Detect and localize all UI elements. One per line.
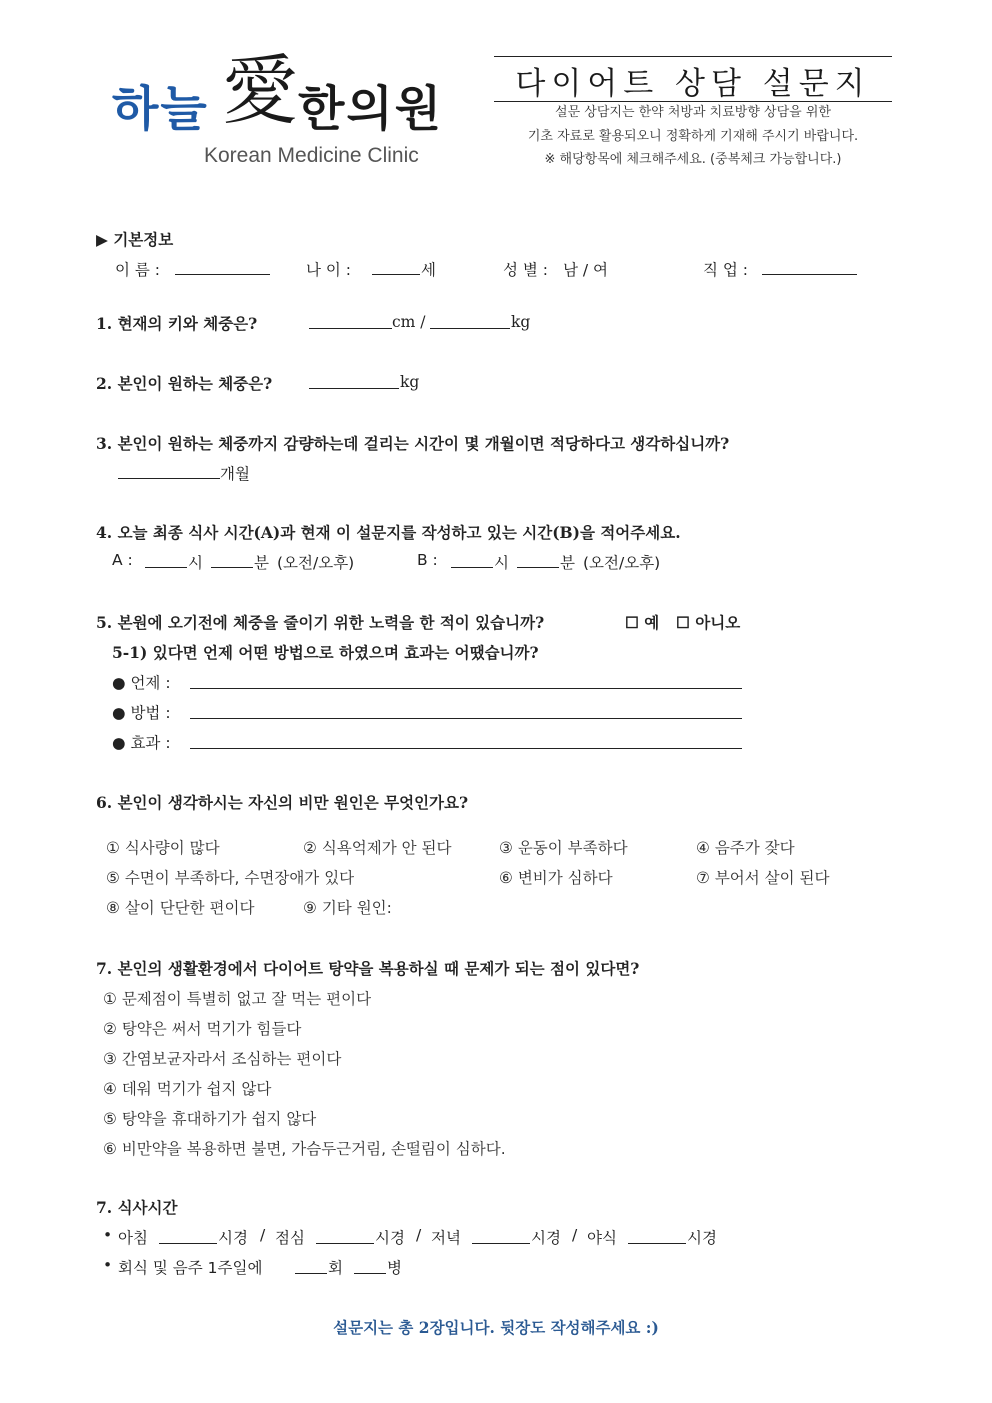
logo-text-clinic: 한의원 [298, 81, 444, 137]
question-4: 4. 오늘 최종 식사 시간(A)과 현재 이 설문지를 작성하고 있는 시간(B)을 적어주세요. [96, 523, 681, 542]
logo-english-name: Korean Medicine Clinic [204, 144, 419, 167]
question-1: 1. 현재의 키와 체중은? [96, 314, 258, 333]
question-6: 6. 본인이 생각하시는 자신의 비만 원인은 무엇인가요? [96, 793, 469, 812]
time-b-hour-field[interactable] [451, 567, 493, 568]
dinner-field[interactable] [472, 1243, 530, 1244]
subtitle-line-2: 기초 자료로 활용되오니 정확하게 기재해 주시기 바랍니다. [527, 129, 859, 144]
problem-option-2[interactable]: ② 탕약은 써서 먹기가 힘들다 [103, 1020, 302, 1038]
dinner-unit: 시경 [531, 1229, 561, 1247]
age-label: 나 이 : [306, 261, 352, 279]
page-title: 다이어트 상담 설문지 [515, 66, 871, 102]
lunch-unit: 시경 [375, 1229, 405, 1247]
night-snack-label: 야식 [587, 1229, 617, 1247]
cause-option-1[interactable]: ① 식사량이 많다 [106, 839, 220, 857]
logo-love-character: 愛 [222, 46, 298, 135]
time-a-ampm[interactable]: (오전/오후) [277, 554, 355, 572]
subtitle-line-1: 설문 상담지는 한약 처방과 치료방향 상담을 위한 [555, 105, 831, 120]
age-field[interactable] [372, 274, 420, 275]
problem-option-5[interactable]: ⑤ 탕약을 휴대하기가 쉽지 않다 [103, 1110, 317, 1128]
basic-info-heading: ▶ 기본정보 [96, 230, 174, 249]
cause-option-3[interactable]: ③ 운동이 부족하다 [499, 839, 628, 857]
target-weight-unit: kg [400, 373, 420, 391]
weight-field[interactable] [430, 328, 510, 329]
time-a-minute-field[interactable] [211, 567, 253, 568]
bullet-meal: • [103, 1226, 113, 1244]
cause-option-2[interactable]: ② 식욕억제가 안 된다 [303, 839, 452, 857]
time-b-hour-unit: 시 [494, 554, 509, 572]
target-weight-field[interactable] [309, 388, 399, 389]
time-a-hour-unit: 시 [188, 554, 203, 572]
problem-option-1[interactable]: ① 문제점이 특별히 없고 잘 먹는 편이다 [103, 990, 372, 1008]
time-b-label: B : [417, 551, 438, 569]
yes-checkbox[interactable]: ☐ 예 [625, 613, 660, 632]
bullet-drink: • [103, 1256, 113, 1274]
job-label: 직 업 : [703, 261, 749, 279]
lunch-field[interactable] [316, 1243, 374, 1244]
night-snack-unit: 시경 [687, 1229, 717, 1247]
question-3: 3. 본인이 원하는 체중까지 감량하는데 걸리는 시간이 몇 개월이면 적당하다고 생각하십니까? [96, 434, 730, 453]
separator: / [572, 1226, 578, 1244]
age-unit: 세 [421, 261, 436, 279]
problem-option-6[interactable]: ⑥ 비만약을 복용하면 불면, 가슴두근거림, 손떨림이 심하다. [103, 1140, 506, 1158]
cause-option-5[interactable]: ⑤ 수면이 부족하다, 수면장애가 있다 [106, 869, 355, 887]
drinking-bottles-field[interactable] [354, 1273, 386, 1274]
cause-option-4[interactable]: ④ 음주가 잦다 [696, 839, 795, 857]
problem-option-4[interactable]: ④ 데워 먹기가 쉽지 않다 [103, 1080, 272, 1098]
lunch-label: 점심 [275, 1229, 305, 1247]
method-field[interactable] [190, 718, 742, 719]
when-field[interactable] [190, 688, 742, 689]
drinking-label: 회식 및 음주 1주일에 [118, 1259, 263, 1277]
months-unit: 개월 [220, 465, 250, 483]
footer-note: 설문지는 총 2장입니다. 뒷장도 작성해주세요 :) [333, 1318, 659, 1337]
name-field[interactable] [175, 274, 270, 275]
time-a-hour-field[interactable] [145, 567, 187, 568]
problem-option-3[interactable]: ③ 간염보균자라서 조심하는 편이다 [103, 1050, 342, 1068]
cause-option-7[interactable]: ⑦ 부어서 살이 된다 [696, 869, 830, 887]
time-b-ampm[interactable]: (오전/오후) [583, 554, 661, 572]
cause-option-6[interactable]: ⑥ 변비가 심하다 [499, 869, 613, 887]
gender-options[interactable]: 남 / 여 [563, 261, 609, 279]
question-5: 5. 본원에 오기전에 체중을 줄이기 위한 노력을 한 적이 있습니까? [96, 613, 545, 632]
height-field[interactable] [309, 328, 392, 329]
cause-option-9[interactable]: ⑨ 기타 원인: [303, 899, 392, 917]
subtitle-line-3: ※ 해당항목에 체크해주세요. (중복체크 가능합니다.) [544, 152, 842, 167]
name-label: 이 름 : [115, 261, 161, 279]
job-field[interactable] [762, 274, 857, 275]
question-7: 7. 본인의 생활환경에서 다이어트 탕약을 복용하실 때 문제가 되는 점이 있다면? [96, 959, 640, 978]
cause-option-8[interactable]: ⑧ 살이 단단한 편이다 [106, 899, 255, 917]
drinking-times-unit: 회 [328, 1259, 343, 1277]
time-b-minute-unit: 분 [560, 554, 575, 572]
breakfast-field[interactable] [159, 1243, 217, 1244]
breakfast-unit: 시경 [218, 1229, 248, 1247]
time-a-label: A : [112, 551, 133, 569]
question-meal-time: 7. 식사시간 [96, 1198, 178, 1217]
question-2: 2. 본인이 원하는 체중은? [96, 374, 273, 393]
time-a-minute-unit: 분 [254, 554, 269, 572]
effect-label: ● 효과 : [112, 734, 171, 752]
separator: / [416, 1226, 422, 1244]
separator: / [260, 1226, 266, 1244]
no-checkbox[interactable]: ☐ 아니오 [676, 613, 741, 632]
logo-text-sky: 하늘 [112, 81, 209, 137]
drinking-bottles-unit: 병 [387, 1259, 402, 1277]
when-label: ● 언제 : [112, 674, 171, 692]
question-5-1: 5-1) 있다면 언제 어떤 방법으로 하였으며 효과는 어땠습니까? [112, 643, 539, 662]
breakfast-label: 아침 [118, 1229, 148, 1247]
weight-unit: kg [511, 313, 531, 331]
method-label: ● 방법 : [112, 704, 171, 722]
height-unit: cm / [392, 313, 426, 331]
dinner-label: 저녁 [431, 1229, 461, 1247]
time-b-minute-field[interactable] [517, 567, 559, 568]
drinking-times-field[interactable] [295, 1273, 327, 1274]
effect-field[interactable] [190, 748, 742, 749]
night-snack-field[interactable] [628, 1243, 686, 1244]
gender-label: 성 별 : [503, 261, 549, 279]
months-field[interactable] [118, 478, 220, 479]
